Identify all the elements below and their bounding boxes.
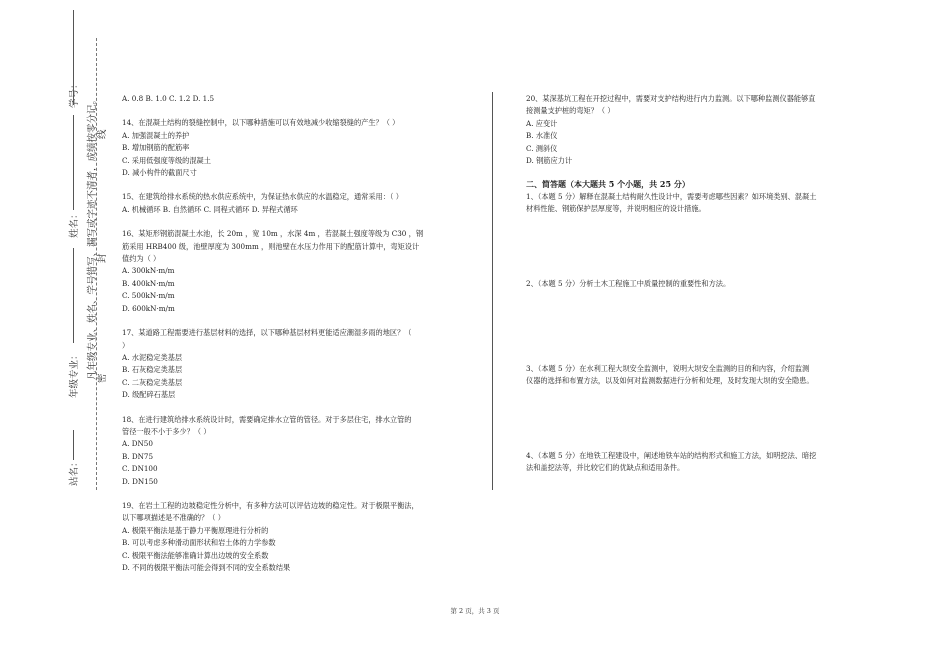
sa1-line: 1、（本题 5 分）解释在混凝土结构耐久性设计中，需要考虑哪些因素？如环境类别、混凝土 bbox=[526, 191, 817, 201]
q15-stem: 15、在建筑给排水系统的热水供应系统中，为保证热水供应的水温稳定，通常采用：（ ） bbox=[122, 192, 403, 202]
q17-stem-line: ） bbox=[122, 340, 130, 350]
q17-option-d: D. 级配碎石基层 bbox=[122, 390, 176, 400]
question-14 bbox=[122, 117, 482, 179]
q14-option-d: D. 减小构件的截面尺寸 bbox=[122, 168, 197, 178]
grade-line bbox=[73, 248, 74, 343]
seal-char-feng: 封 bbox=[97, 253, 108, 263]
q20-stem-line: 接测量支护桩的弯矩？（ ） bbox=[526, 106, 615, 116]
q20-option-d: D. 钢筋应力计 bbox=[526, 156, 573, 166]
seal-char-xian: 线 bbox=[97, 129, 108, 139]
column-divider bbox=[492, 92, 493, 490]
q19-option-d: D. 不同的极限平衡法可能会得到不同的安全系数结果 bbox=[122, 563, 291, 572]
school-name-line bbox=[73, 430, 74, 460]
q19-option-c: C. 极限平衡法能够准确计算出边坡的安全系数 bbox=[122, 550, 269, 560]
q18-option-d: D. DN150 bbox=[122, 476, 158, 486]
question-17 bbox=[122, 327, 482, 401]
q16-stem-line: 16、某矩形钢筋混凝土水池，长 20m ，宽 10m ，水深 4m ，若混凝土强度等级为 C30 ，钢 bbox=[122, 229, 424, 239]
q16-stem-line: 筋采用 HRB400 级，池壁厚度为 300mm ，则池壁在水压力作用下的配筋计算中，弯矩设计 bbox=[122, 241, 420, 251]
q16-option-c: C. 500kN·m/m bbox=[122, 291, 175, 301]
sa4-line: 法和盖挖法等，并比较它们的优缺点和适用条件。 bbox=[526, 463, 685, 473]
warning-text: 凡年级专业、姓名、学号错写、漏写或字迹不清者，成绩按零分记。 bbox=[87, 94, 98, 380]
question-20 bbox=[526, 93, 906, 167]
sa3-line: 仪器的选择和布置方法，以及如何对监测数据进行分析和处理，及时发现大坝的安全隐患。 bbox=[526, 376, 814, 386]
q20-option-a: A. 应变计 bbox=[526, 118, 558, 128]
short-answer-2 bbox=[526, 278, 906, 290]
student-id-line bbox=[73, 10, 74, 105]
short-answer-4 bbox=[526, 450, 906, 475]
q14-option-a: A. 加强混凝土的养护 bbox=[122, 130, 190, 140]
left-column bbox=[122, 93, 482, 574]
q14-option-c: C. 采用低强度等级的混凝土 bbox=[122, 155, 211, 165]
q14-option-b: B. 增加钢筋的配筋率 bbox=[122, 143, 190, 153]
q20-stem-line: 20、某深基坑工程在开挖过程中，需要对支护结构进行内力监测。以下哪种监测仪器能够直 bbox=[526, 94, 816, 103]
q19-stem-line: 19、在岩土工程的边坡稳定性分析中，有多种方法可以评估边坡的稳定性。对于极限平衡法， bbox=[122, 500, 419, 510]
q13-options: A. 0.8 B. 1.0 C. 1.2 D. 1.5 bbox=[122, 94, 215, 103]
seal-dashed-line bbox=[96, 38, 97, 490]
question-15 bbox=[122, 191, 482, 216]
sa2-line: 2、（本题 5 分）分析土木工程施工中质量控制的重要性和方法。 bbox=[526, 278, 731, 288]
q20-option-c: C. 测斜仪 bbox=[526, 143, 558, 153]
short-answer-1 bbox=[526, 191, 906, 216]
right-column bbox=[526, 93, 906, 475]
question-19 bbox=[122, 500, 482, 574]
sa3-line: 3、（本题 5 分）在水利工程大坝安全监测中，说明大坝安全监测的目的和内容，介绍监测 bbox=[526, 364, 810, 374]
q18-stem-line: 管径一般不小于多少？（ ） bbox=[122, 426, 211, 436]
q18-option-c: C. DN100 bbox=[122, 464, 158, 474]
q19-stem-line: 以下哪项描述是不准确的？（ ） bbox=[122, 513, 225, 523]
name-line bbox=[73, 115, 74, 210]
page-footer: 第 2 页，共 3 页 bbox=[450, 607, 500, 615]
question-16 bbox=[122, 228, 482, 315]
q17-stem-line: 17、某道路工程需要进行基层材料的选择，以下哪种基层材料更能适应潮湿多雨的地区？（ bbox=[122, 328, 412, 338]
q16-option-b: B. 400kN·m/m bbox=[122, 278, 175, 288]
q19-option-a: A. 极限平衡法是基于静力平衡原理进行分析的 bbox=[122, 525, 269, 535]
sa4-line: 4、（本题 5 分）在地铁工程建设中，阐述地铁车站的结构形式和施工方法，如明挖法、暗挖 bbox=[526, 450, 817, 460]
name-label: 姓名： bbox=[69, 209, 80, 238]
short-answer-3 bbox=[526, 363, 906, 388]
seal-char-mi: 密 bbox=[97, 373, 108, 383]
q17-option-c: C. 二灰稳定类基层 bbox=[122, 377, 183, 387]
sa1-line: 材料性能、钢筋保护层厚度等，并说明相应的设计措施。 bbox=[526, 204, 706, 214]
q14-stem: 14、在混凝土结构的裂缝控制中，以下哪种措施可以有效地减少收缩裂缝的产生？（ ） bbox=[122, 118, 400, 128]
student-id-label: 学号： bbox=[69, 79, 80, 108]
grade-label: 年级专业： bbox=[69, 350, 80, 398]
q18-stem-line: 18、在进行建筑给排水系统设计时，需要确定排水立管的管径。对于多层住宅，排水立管的 bbox=[122, 414, 412, 424]
q20-option-b: B. 水准仪 bbox=[526, 131, 558, 141]
section-title: 二、简答题（本大题共 5 个小题，共 25 分） bbox=[526, 179, 690, 190]
school-name-label: 站名： bbox=[69, 457, 80, 486]
q19-option-b: B. 可以考虑多种滑动面形状和岩土体的力学参数 bbox=[122, 538, 276, 548]
q17-option-b: B. 石灰稳定类基层 bbox=[122, 365, 183, 375]
q16-option-d: D. 600kN·m/m bbox=[122, 303, 175, 313]
q16-stem-line: 值约为（ ） bbox=[122, 254, 161, 264]
q15-options: A. 机械循环 B. 自然循环 C. 同程式循环 D. 异程式循环 bbox=[122, 204, 298, 214]
q18-option-b: B. DN75 bbox=[122, 451, 154, 461]
q18-option-a: A. DN50 bbox=[122, 439, 153, 449]
q17-option-a: A. 水泥稳定类基层 bbox=[122, 352, 183, 362]
q16-option-a: A. 300kN·m/m bbox=[122, 266, 175, 276]
question-18 bbox=[122, 414, 482, 488]
